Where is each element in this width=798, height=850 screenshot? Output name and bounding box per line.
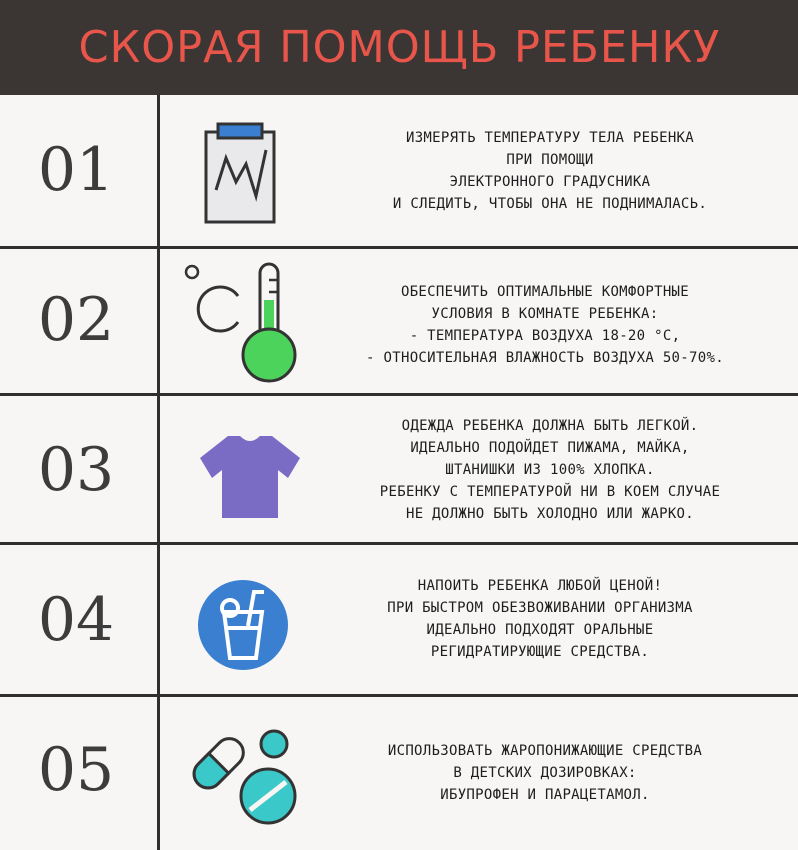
step-text-line: ИСПОЛЬЗОВАТЬ ЖАРОПОНИЖАЮЩИЕ СРЕДСТВА — [387, 743, 703, 759]
step-text-line: РЕБЕНКУ С ТЕМПЕРАТУРОЙ НИ В КОЕМ СЛУЧАЕ — [379, 484, 721, 500]
page-title: СКОРАЯ ПОМОЩЬ РЕБЕНКУ — [78, 22, 720, 73]
step-text-line: НЕ ДОЛЖНО БЫТЬ ХОЛОДНО ИЛИ ЖАРКО. — [405, 506, 695, 522]
step-text-line: НАПОИТЬ РЕБЕНКА ЛЮБОЙ ЦЕНОЙ! — [417, 578, 663, 594]
row-divider — [0, 246, 798, 249]
step-text-line: ПРИ ПОМОЩИ — [506, 152, 594, 168]
step-text-line: ИДЕАЛЬНО ПОДХОДЯТ ОРАЛЬНЫЕ — [426, 622, 654, 638]
step-number: 05 — [37, 735, 115, 805]
step-number: 01 — [37, 135, 115, 205]
step-text-line: ЭЛЕКТРОННОГО ГРАДУСНИКА — [449, 174, 651, 190]
step-text-line: ОДЕЖДА РЕБЕНКА ДОЛЖНА БЫТЬ ЛЕГКОЙ. — [401, 418, 699, 434]
step-text-line: УСЛОВИЯ В КОМНАТЕ РЕБЕНКА: — [431, 306, 659, 322]
header-bar — [0, 0, 798, 95]
row-divider — [0, 694, 798, 697]
pills-icon — [186, 722, 301, 830]
step-text-2 — [305, 281, 785, 369]
step-text-5 — [305, 740, 785, 806]
step-text-line: ИДЕАЛЬНО ПОДОЙДЕТ ПИЖАМА, МАЙКА, — [410, 440, 690, 456]
step-text-line: ПРИ БЫСТРОМ ОБЕЗВОЖИВАНИИ ОРГАНИЗМА — [387, 600, 693, 616]
step-text-line: - ОТНОСИТЕЛЬНАЯ ВЛАЖНОСТЬ ВОЗДУХА 50-70%. — [366, 350, 724, 366]
tshirt-icon — [198, 430, 303, 520]
step-number: 02 — [37, 285, 115, 355]
step-number: 04 — [37, 585, 115, 655]
step-text-line: И СЛЕДИТЬ, ЧТОБЫ ОНА НЕ ПОДНИМАЛАСЬ. — [392, 196, 708, 212]
column-divider — [157, 95, 160, 850]
step-text-3 — [320, 415, 780, 525]
step-text-line: В ДЕТСКИХ ДОЗИРОВКАХ: — [453, 765, 637, 781]
row-divider — [0, 542, 798, 545]
step-text-line: РЕГИДРАТИРУЮЩИЕ СРЕДСТВА. — [430, 644, 650, 660]
step-text-line: ИБУПРОФЕН И ПАРАЦЕТАМОЛ. — [440, 787, 650, 803]
step-text-line: ИЗМЕРЯТЬ ТЕМПЕРАТУРУ ТЕЛА РЕБЕНКА — [405, 130, 695, 146]
step-text-line: - ТЕМПЕРАТУРА ВОЗДУХА 18-20 °С, — [409, 328, 681, 344]
step-number: 03 — [37, 435, 115, 505]
step-text-1 — [330, 127, 770, 215]
step-text-line: ШТАНИШКИ ИЗ 100% ХЛОПКА. — [445, 462, 655, 478]
clipboard-chart-icon — [196, 120, 286, 225]
drink-glass-icon — [196, 578, 291, 673]
step-text-line: ОБЕСПЕЧИТЬ ОПТИМАЛЬНЫЕ КОМФОРТНЫЕ — [400, 284, 690, 300]
row-divider — [0, 393, 798, 396]
step-text-4 — [310, 575, 770, 663]
thermometer-celsius-icon — [180, 260, 305, 385]
